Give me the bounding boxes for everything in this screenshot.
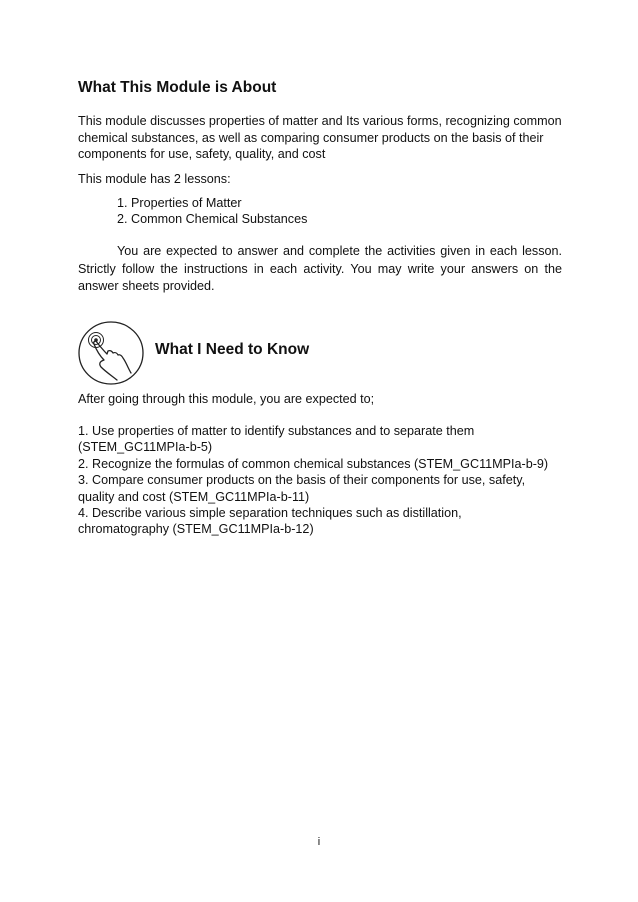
lessons-list [117, 195, 307, 227]
objective-line: chromatography (STEM_GC11MPIa-b-12) [78, 522, 314, 537]
objective-line: 4. Describe various simple separation techniques such as distillation, [78, 506, 462, 521]
objective-line: quality and cost (STEM_GC11MPIa-b-11) [78, 489, 310, 504]
expectations-intro-text: After going through this module, you are expected to; [78, 392, 375, 406]
lessons-intro-text: This module has 2 lessons: [78, 172, 231, 186]
module-intro-paragraph: This module discusses properties of matter and Its various forms, recognizing common chemical substances, as well as comparing consumer products on the basis of their components for use, safety, quality, and cost [78, 114, 562, 161]
instructions-paragraph: You are expected to answer and complete the activities given in each lesson. Strictly follow the instructions in each activity. You may write your answers on the answer sheets provided. [78, 244, 562, 293]
objective-line: 1. Use properties of matter to identify substances and to separate them [78, 424, 475, 438]
objectives-list [78, 423, 568, 538]
touch-hand-icon [77, 320, 145, 386]
objective-line: 2. Recognize the formulas of common chemical substances (STEM_GC11MPIa-b-9) [78, 456, 549, 471]
section-title-need-to-know: What I Need to Know [155, 341, 310, 358]
section-title-about: What This Module is About [78, 79, 277, 96]
objective-line: 3. Compare consumer products on the basis of their components for use, safety, [78, 473, 526, 488]
lesson-item: 1. Properties of Matter [117, 196, 242, 210]
objective-line: (STEM_GC11MPIa-b-5) [78, 440, 213, 455]
lesson-item: 2. Common Chemical Substances [117, 212, 308, 226]
page-number: i [317, 836, 321, 848]
